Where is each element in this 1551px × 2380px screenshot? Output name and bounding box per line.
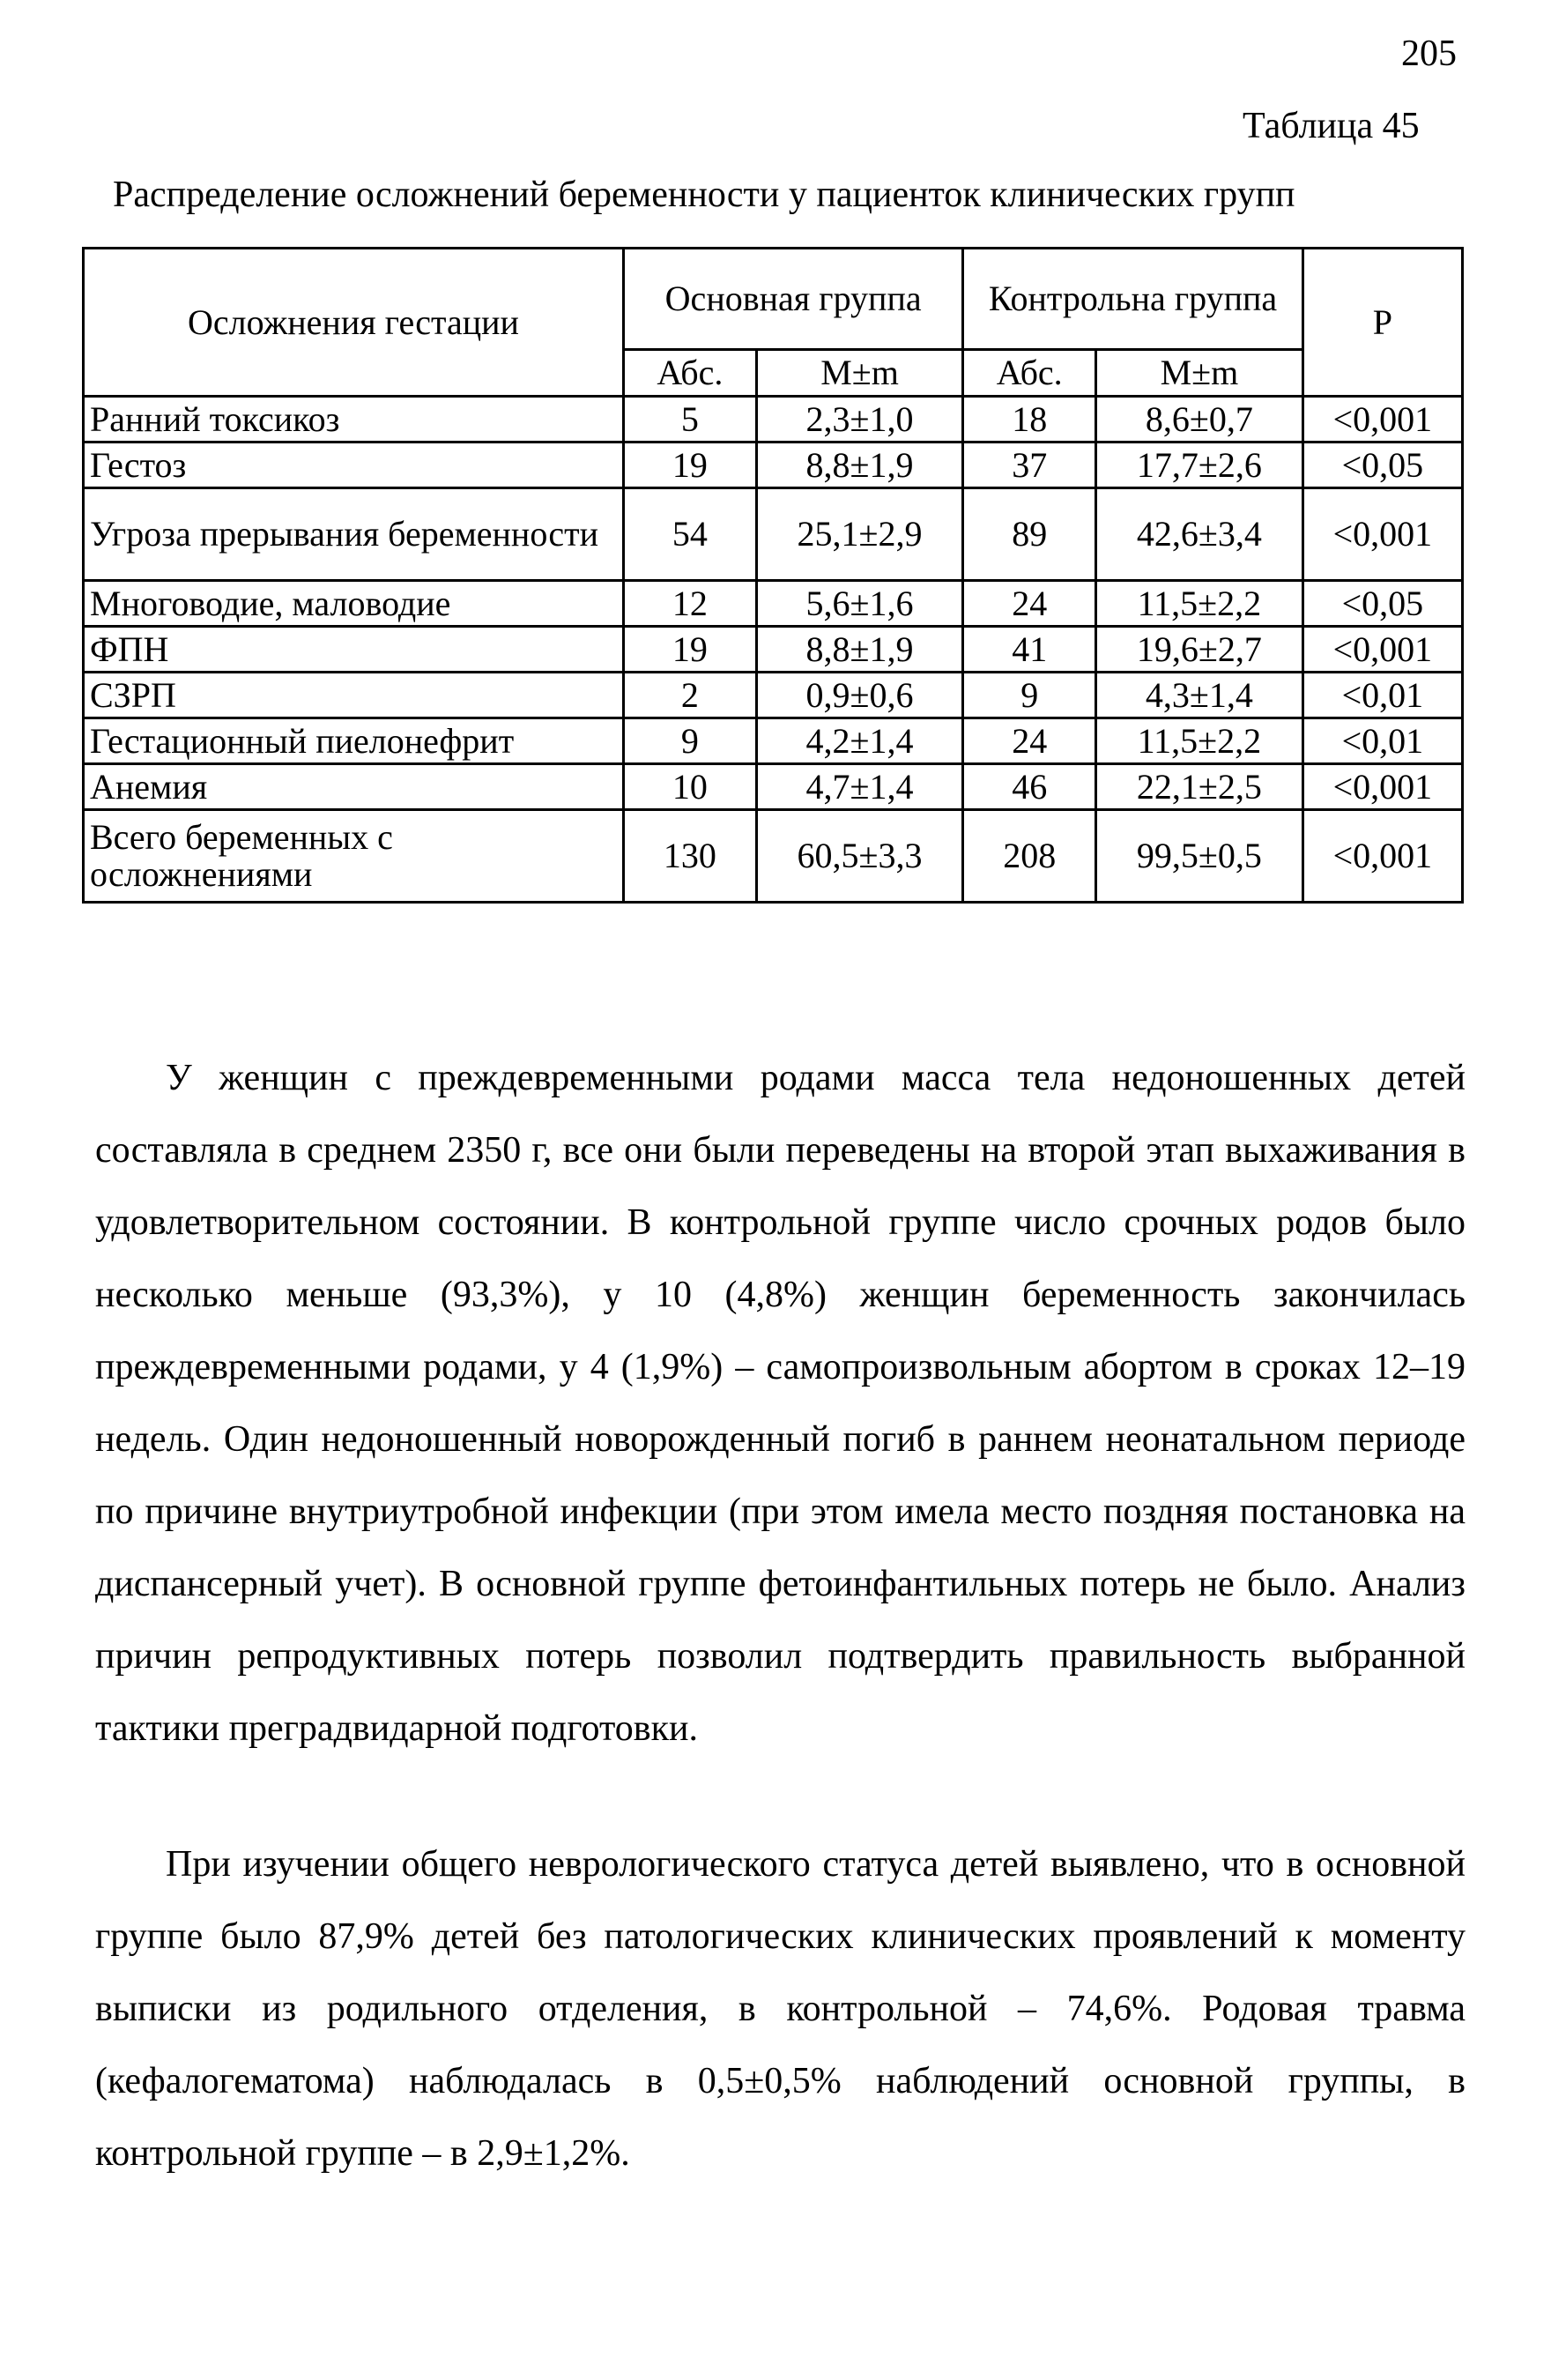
p-cell: <0,05 <box>1302 581 1462 627</box>
row-name: Многоводие, маловодие <box>84 581 624 627</box>
control-abs-cell: 89 <box>963 488 1096 581</box>
control-abs-cell: 18 <box>963 397 1096 443</box>
control-abs-cell: 24 <box>963 581 1096 627</box>
main-abs-cell: 10 <box>623 764 756 810</box>
main-m-cell: 4,7±1,4 <box>756 764 963 810</box>
table-row <box>84 810 1463 903</box>
body-paragraph: У женщин с преждевременными родами масса тела недоношенных детей составляла в среднем 2350 г, все они были переведены на второй этап выхаживания в удовлетворительном состоянии. В контрольной группе число срочных родов было несколько меньше (93,3%), у 10 (4,8%) женщин беременность закончилась преждевременными родами, у 4 (1,9%) – самопроизвольным абортом в сроках 12–19 недель. Один недоношенный новорожденный погиб в раннем неонатальном периоде по причине внутриутробной инфекции (при этом имела место поздняя постановка на диспансерный учет). В основной группе фетоинфантильных потерь не было. Анализ причин репродуктивных потерь позволил подтвердить правильность выбранной тактики преградвидарной подготовки. <box>95 1058 1466 1749</box>
p-cell: <0,05 <box>1302 443 1462 488</box>
row-name: ФПН <box>84 627 624 673</box>
header-main-abs: Абс. <box>623 350 756 397</box>
body-paragraph: При изучении общего неврологического статуса детей выявлено, что в основной группе было 87,9% детей без патологических клинических проявлений к моменту выписки из родильного отделения, в контрольной – 74,6%. Родовая травма (кефалогематома) наблюдалась в 0,5±0,5% наблюдений основной группы, в контрольной группе – в 2,9±1,2%. <box>95 1844 1466 2174</box>
table-row <box>84 673 1463 718</box>
main-m-cell: 8,8±1,9 <box>756 443 963 488</box>
header-main-group: Основная группа <box>623 249 962 350</box>
complications-table <box>82 247 1464 904</box>
control-abs-cell: 37 <box>963 443 1096 488</box>
main-m-cell: 60,5±3,3 <box>756 810 963 903</box>
table-row <box>84 764 1463 810</box>
main-abs-cell: 12 <box>623 581 756 627</box>
control-abs-cell: 24 <box>963 718 1096 764</box>
row-name: Угроза прерывания беременности <box>84 488 624 581</box>
table-row <box>84 397 1463 443</box>
control-m-cell: 19,6±2,7 <box>1096 627 1303 673</box>
main-m-cell: 5,6±1,6 <box>756 581 963 627</box>
p-cell: <0,01 <box>1302 673 1462 718</box>
table-label: Таблица 45 <box>1243 106 1420 146</box>
main-m-cell: 8,8±1,9 <box>756 627 963 673</box>
table-row <box>84 718 1463 764</box>
table-row <box>84 581 1463 627</box>
p-cell: <0,001 <box>1302 488 1462 581</box>
main-abs-cell: 130 <box>623 810 756 903</box>
control-m-cell: 22,1±2,5 <box>1096 764 1303 810</box>
table-row <box>84 488 1463 581</box>
main-abs-cell: 5 <box>623 397 756 443</box>
row-name: Ранний токсикоз <box>84 397 624 443</box>
control-abs-cell: 9 <box>963 673 1096 718</box>
main-m-cell: 2,3±1,0 <box>756 397 963 443</box>
header-control-abs: Абс. <box>963 350 1096 397</box>
p-cell: <0,001 <box>1302 397 1462 443</box>
main-m-cell: 4,2±1,4 <box>756 718 963 764</box>
control-abs-cell: 46 <box>963 764 1096 810</box>
table-row <box>84 627 1463 673</box>
p-cell: <0,001 <box>1302 810 1462 903</box>
header-p: Р <box>1302 249 1462 397</box>
header-control-m: М±m <box>1096 350 1303 397</box>
control-m-cell: 17,7±2,6 <box>1096 443 1303 488</box>
page-number: 205 <box>1401 33 1457 74</box>
main-abs-cell: 19 <box>623 443 756 488</box>
row-name: Анемия <box>84 764 624 810</box>
main-abs-cell: 9 <box>623 718 756 764</box>
header-complications: Осложнения гестации <box>84 249 624 397</box>
row-name: Гестоз <box>84 443 624 488</box>
p-cell: <0,001 <box>1302 764 1462 810</box>
control-m-cell: 11,5±2,2 <box>1096 581 1303 627</box>
main-m-cell: 25,1±2,9 <box>756 488 963 581</box>
main-m-cell: 0,9±0,6 <box>756 673 963 718</box>
p-cell: <0,001 <box>1302 627 1462 673</box>
main-abs-cell: 2 <box>623 673 756 718</box>
header-control-group: Контрольна группа <box>963 249 1302 350</box>
row-name: Гестационный пиелонефрит <box>84 718 624 764</box>
control-m-cell: 11,5±2,2 <box>1096 718 1303 764</box>
control-abs-cell: 41 <box>963 627 1096 673</box>
table-title: Распределение осложнений беременности у пациенток клинических групп <box>113 175 1295 215</box>
control-m-cell: 42,6±3,4 <box>1096 488 1303 581</box>
control-m-cell: 4,3±1,4 <box>1096 673 1303 718</box>
row-name: СЗРП <box>84 673 624 718</box>
main-abs-cell: 54 <box>623 488 756 581</box>
row-name: Всего беременных с осложнениями <box>84 810 624 903</box>
table-row <box>84 443 1463 488</box>
control-m-cell: 99,5±0,5 <box>1096 810 1303 903</box>
p-cell: <0,01 <box>1302 718 1462 764</box>
control-m-cell: 8,6±0,7 <box>1096 397 1303 443</box>
control-abs-cell: 208 <box>963 810 1096 903</box>
main-abs-cell: 19 <box>623 627 756 673</box>
header-main-m: М±m <box>756 350 963 397</box>
